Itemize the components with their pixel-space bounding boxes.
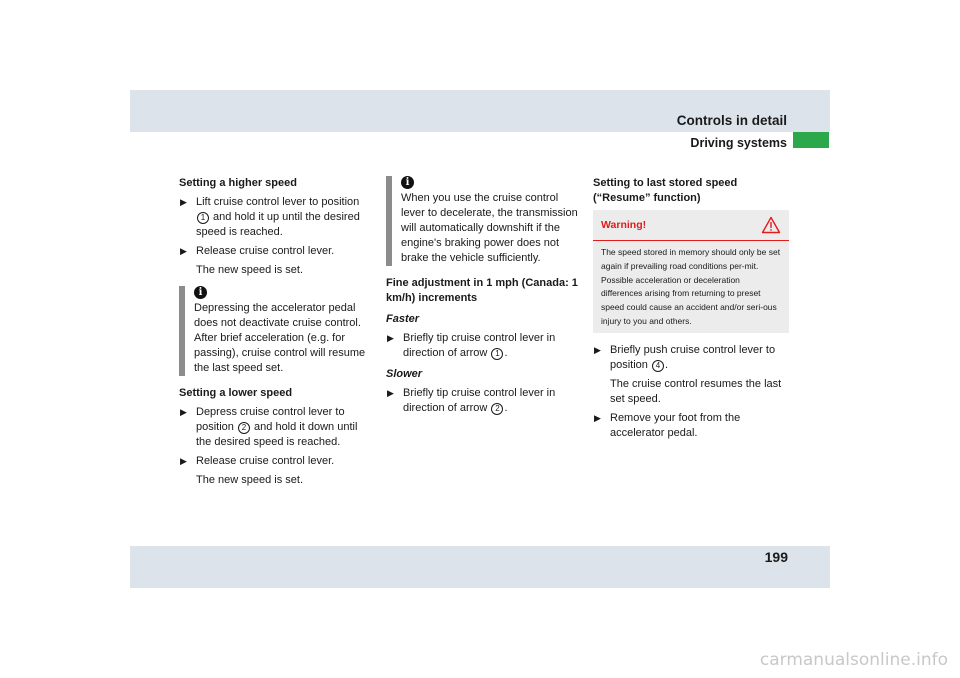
column-right: [593, 176, 789, 445]
triangle-right-icon: ▶: [180, 407, 187, 417]
page-number: 199: [764, 549, 788, 565]
heading-fine-adjustment: Fine adjustment in 1 mph (Canada: 1 km/h) increments: [386, 277, 578, 304]
warning-label: Warning!: [601, 218, 647, 231]
position-number-badge: 4: [652, 360, 664, 372]
result-higher: The new speed is set.: [196, 264, 304, 276]
step-resume-2: ▶ Remove your foot from the accelerator pedal.: [594, 411, 741, 439]
section-tab-marker: [793, 132, 829, 148]
triangle-right-icon: ▶: [180, 456, 187, 466]
info-note-downshift: [386, 176, 582, 266]
note-bar: [179, 286, 185, 376]
column-left: [179, 176, 375, 492]
chapter-title: Controls in detail: [676, 113, 787, 128]
info-icon: i: [401, 176, 414, 189]
step-higher-2: ▶ Release cruise control lever.: [180, 245, 335, 257]
note-text: When you use the cruise control lever to decelerate, the transmission will automatically downshift if the engine's braking power does not brake the vehicle sufficiently.: [401, 192, 578, 264]
result-resume: The cruise control resumes the last set speed.: [610, 377, 782, 405]
info-icon: i: [194, 286, 207, 299]
triangle-right-icon: ▶: [594, 412, 601, 423]
position-number-badge: 1: [197, 212, 209, 224]
triangle-right-icon: ▶: [387, 388, 394, 398]
position-number-badge: 2: [238, 422, 250, 434]
arrow-number-badge: 2: [491, 403, 503, 415]
footer-band: [130, 546, 830, 588]
result-lower: The new speed is set.: [196, 474, 304, 486]
warning-header: [593, 210, 789, 241]
step-lower-2: ▶ Release cruise control lever.: [180, 455, 335, 467]
section-title: Driving systems: [690, 136, 787, 150]
step-higher-1: ▶ Lift cruise control lever to position 1 and hold it up until the desired speed is reached.: [180, 196, 360, 238]
subheading-faster: Faster: [386, 313, 420, 325]
step-slower: ▶ Briefly tip cruise control lever in direction of arrow 2 .: [387, 387, 556, 414]
arrow-number-badge: 1: [491, 348, 503, 360]
step-resume-1: ▶ Briefly push cruise control lever to position 4 .: [594, 343, 776, 371]
note-text: Depressing the accelerator pedal does not deactivate cruise control. After brief acceleration (e.g. for passing), cruise control will resume the last speed set.: [194, 302, 366, 374]
heading-lower-speed: Setting a lower speed: [179, 387, 293, 399]
triangle-right-icon: ▶: [387, 333, 394, 343]
subheading-slower: Slower: [386, 368, 423, 380]
note-bar: [386, 176, 392, 266]
warning-triangle-icon: [761, 216, 781, 234]
triangle-right-icon: ▶: [180, 197, 187, 207]
heading-higher-speed: Setting a higher speed: [179, 177, 297, 189]
column-middle: [386, 176, 582, 420]
step-faster: ▶ Briefly tip cruise control lever in direction of arrow 1 .: [387, 332, 556, 359]
warning-box: [593, 210, 789, 333]
step-lower-1: ▶ Depress cruise control lever to position 2 and hold it down until the desired speed is reached.: [180, 406, 358, 448]
watermark: carmanualsonline.info: [759, 650, 948, 670]
triangle-right-icon: ▶: [594, 344, 601, 355]
info-note-accelerator: [179, 286, 375, 376]
triangle-right-icon: ▶: [180, 246, 187, 256]
warning-text: The speed stored in memory should only be set again if prevailing road conditions per-mit. Possible acceleration or deceleration differences arising from returning to preset speed could cause an accident and/or seri-ous injury to you and others.: [601, 247, 781, 326]
heading-resume: Setting to last stored speed (“Resume” function): [593, 177, 738, 204]
